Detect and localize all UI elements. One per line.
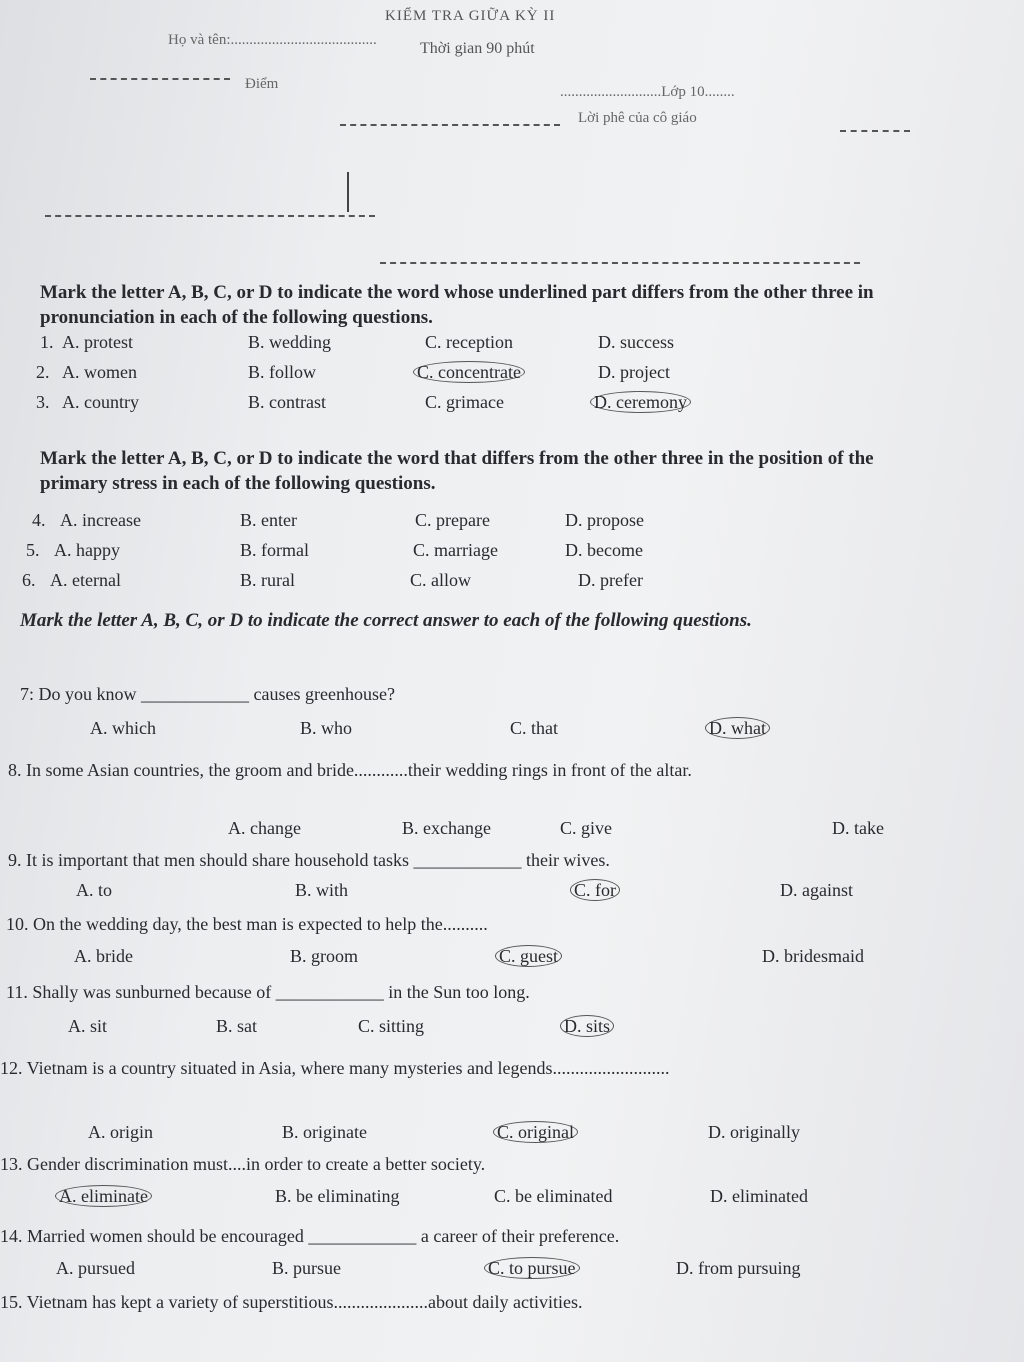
option-b: B. rural — [240, 570, 295, 590]
option-d: D. prefer — [578, 570, 643, 590]
divider — [45, 215, 375, 217]
question-row — [0, 1186, 1024, 1214]
option-d: D. originally — [708, 1122, 800, 1142]
question-stem: 13. Gender discrimination must....in order to create a better society. — [0, 1154, 486, 1174]
option-b: B. with — [295, 880, 349, 900]
divider — [90, 78, 230, 80]
option-d: D. from pursuing — [676, 1258, 801, 1278]
question-row — [0, 946, 1024, 974]
option-b: B. groom — [290, 946, 359, 966]
option-d: D. take — [832, 818, 884, 838]
exam-duration: Thời gian 90 phút — [420, 40, 535, 57]
option-a: A. to — [76, 880, 112, 900]
question-row — [0, 570, 1024, 598]
divider — [340, 124, 560, 126]
option-b: B. originate — [282, 1122, 367, 1142]
option-b: B. follow — [248, 362, 317, 382]
option-a: A. which — [90, 718, 156, 738]
answer-circle: C. for — [570, 879, 620, 901]
option-c: C. that — [510, 718, 558, 738]
question-row — [0, 1258, 1024, 1286]
option-c: C. give — [560, 818, 612, 838]
question-stem: 10. On the wedding day, the best man is expected to help the.......... — [6, 914, 488, 934]
question-row — [0, 818, 1024, 846]
option-d: D. bridesmaid — [762, 946, 864, 966]
question-number: 1. — [40, 332, 54, 352]
question-number: 4. — [32, 510, 46, 530]
question-stem: 14. Married women should be encouraged ____________ a career of their preference. — [0, 1226, 620, 1246]
option-a — [55, 1186, 152, 1207]
name-label: Họ và tên:....................................... — [168, 32, 377, 48]
option-d — [705, 718, 770, 739]
question-number: 6. — [22, 570, 36, 590]
question-number: 5. — [26, 540, 40, 560]
question-row — [0, 880, 1024, 908]
option-a: A. happy — [54, 540, 120, 560]
option-c: C. grimace — [425, 392, 504, 412]
question-stem: 9. It is important that men should share household tasks ____________ their wives. — [8, 850, 610, 870]
option-c: C. sitting — [358, 1016, 425, 1036]
option-c — [495, 946, 562, 967]
option-b: B. who — [300, 718, 353, 738]
option-a: A. change — [228, 818, 301, 838]
section1-instruction: Mark the letter A, B, C, or D to indicate the word whose underlined part differs from the other three in pronunciation in each of the following questions. — [40, 282, 874, 328]
question-row — [0, 392, 1024, 420]
answer-circle: D. ceremony — [590, 391, 691, 413]
question-row — [0, 1016, 1024, 1044]
question-number: 3. — [36, 392, 50, 412]
section2-instruction: Mark the letter A, B, C, or D to indicate the word that differs from the other three in the position of the primary stress in each of the following questions. — [40, 448, 874, 494]
teacher-comment-label: Lời phê của cô giáo — [578, 110, 697, 126]
option-c: C. marriage — [413, 540, 498, 560]
option-a: A. pursued — [56, 1258, 135, 1278]
vertical-divider — [347, 172, 349, 212]
question-stem: 8. In some Asian countries, the groom and bride............their wedding rings in front of the altar. — [8, 760, 692, 780]
option-b: B. sat — [216, 1016, 258, 1036]
option-a: A. protest — [62, 332, 133, 352]
option-d: D. against — [780, 880, 853, 900]
option-b: B. contrast — [248, 392, 326, 412]
answer-circle: C. guest — [495, 945, 562, 967]
question-row — [0, 510, 1024, 538]
question-row — [0, 332, 1024, 360]
option-a: A. country — [62, 392, 139, 412]
class-label: ...........................Lớp 10........ — [560, 84, 735, 100]
option-b: B. formal — [240, 540, 309, 560]
option-a: A. bride — [74, 946, 133, 966]
option-a: A. increase — [60, 510, 141, 530]
option-c: C. reception — [425, 332, 513, 352]
option-c — [570, 880, 620, 901]
question-stem: 7: Do you know ____________ causes greenhouse? — [20, 684, 395, 704]
option-a: A. origin — [88, 1122, 153, 1142]
question-row — [0, 1122, 1024, 1150]
option-d — [560, 1016, 614, 1037]
question-stem: 15. Vietnam has kept a variety of superstitious.....................about daily activities. — [0, 1292, 583, 1312]
question-row — [0, 540, 1024, 568]
option-b: B. wedding — [248, 332, 331, 352]
answer-circle: D. what — [705, 717, 770, 739]
option-c — [484, 1258, 580, 1279]
option-c: C. allow — [410, 570, 471, 590]
option-a: A. sit — [68, 1016, 108, 1036]
option-c: C. be eliminated — [494, 1186, 613, 1206]
option-d: D. success — [598, 332, 674, 352]
option-a: A. eternal — [50, 570, 121, 590]
option-b: B. enter — [240, 510, 297, 530]
question-stem: 12. Vietnam is a country situated in Asia, where many mysteries and legends.......................... — [0, 1058, 670, 1078]
answer-circle: D. sits — [560, 1015, 614, 1037]
option-d: D. propose — [565, 510, 644, 530]
question-row — [0, 718, 1024, 746]
option-b: B. pursue — [272, 1258, 341, 1278]
option-d: D. project — [598, 362, 670, 382]
question-number: 2. — [36, 362, 50, 382]
divider — [380, 262, 860, 264]
answer-circle: C. concentrate — [413, 361, 525, 383]
option-d: D. eliminated — [710, 1186, 808, 1206]
section3-instruction: Mark the letter A, B, C, or D to indicate the correct answer to each of the following questions. — [20, 610, 752, 631]
option-d: D. become — [565, 540, 643, 560]
option-b: B. be eliminating — [275, 1186, 400, 1206]
option-c: C. prepare — [415, 510, 490, 530]
answer-circle: C. original — [493, 1121, 578, 1143]
option-d — [590, 392, 691, 413]
divider — [840, 130, 910, 132]
option-c — [413, 362, 525, 383]
exam-title: KIỂM TRA GIỮA KỲ II — [385, 8, 556, 24]
option-a: A. women — [62, 362, 137, 382]
option-c — [493, 1122, 578, 1143]
answer-circle: C. to pursue — [484, 1257, 580, 1279]
answer-circle: A. eliminate — [55, 1185, 152, 1207]
option-b: B. exchange — [402, 818, 491, 838]
question-stem: 11. Shally was sunburned because of ____________ in the Sun too long. — [6, 982, 530, 1002]
question-row — [0, 362, 1024, 390]
mark-label: Điểm — [245, 76, 279, 92]
